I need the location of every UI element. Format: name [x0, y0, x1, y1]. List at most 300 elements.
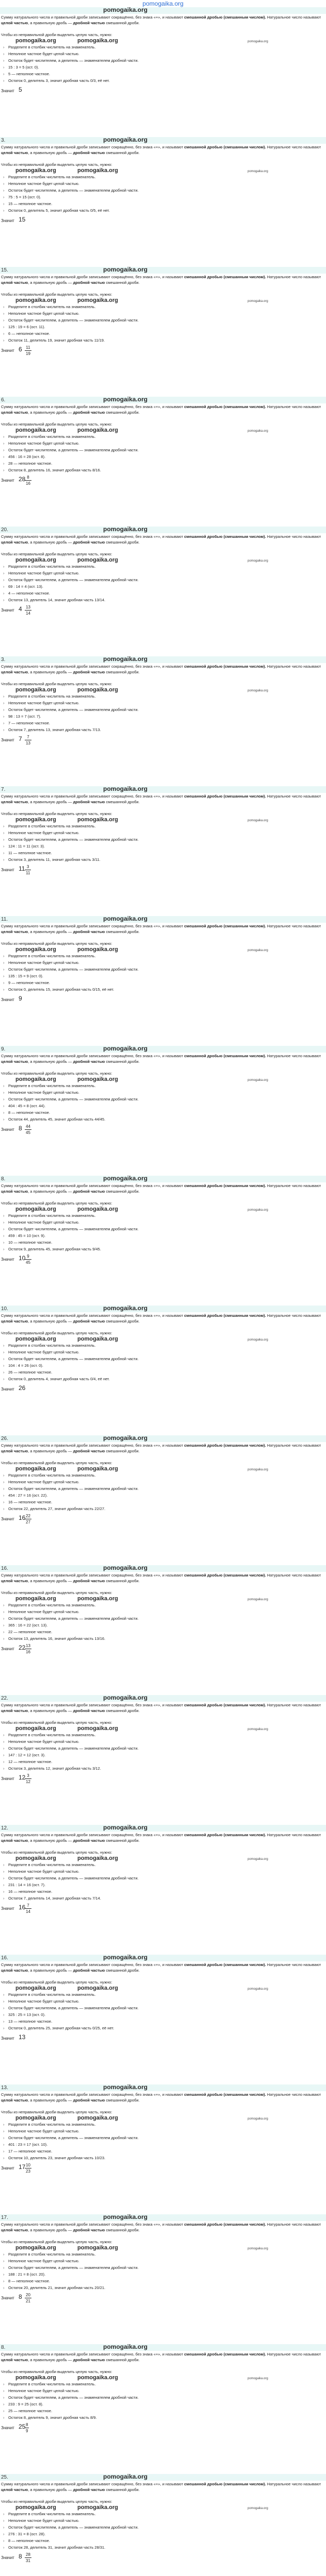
intro-paragraph [0, 793, 326, 811]
exercise-block [0, 1695, 326, 1825]
step-item: › 16 — неполное частное. [3, 1888, 326, 1895]
step-list [0, 2121, 326, 2161]
answer-whole: 28 [19, 476, 26, 483]
answer-row [0, 1252, 326, 1267]
watermark-row [0, 1466, 326, 1472]
watermark-text: pomogaika.org [103, 916, 148, 922]
step-item: › Остаток 0, делитель 4, значит дробная часть 0/4, её нет. [3, 1376, 326, 1382]
intro-text: Сумму натурального числа и правильной дроби записывают сокращённо, без знака «+», и называют [1, 1962, 185, 1967]
exercise-block [0, 2344, 326, 2474]
step-item: › 104 : 4 = 26 (ост. 0). [3, 1362, 326, 1369]
answer-fraction [25, 1513, 31, 1525]
intro-bold-term: целой частью [1, 1449, 28, 1453]
exercise-number: 22. [1, 1696, 8, 1701]
intro-paragraph [0, 1312, 326, 1330]
watermark-row [0, 297, 326, 303]
step-item: › 188 : 21 = 8 (ост. 20). [3, 2271, 326, 2278]
intro-bold-term: смешанной дробью (смешанным числом). [184, 1573, 266, 1578]
answer-label: Значит [1, 738, 14, 742]
intro-bold-term: смешанной дробью (смешанным числом). [184, 1054, 266, 1058]
watermark-text: pomogaika.org [77, 297, 118, 303]
intro-bold-term: целой частью [1, 929, 28, 934]
step-item: › Неполное частное будет целой частью. [3, 2387, 326, 2394]
intro-bold-term: целой частью [1, 410, 28, 415]
watermark-text: pomogaika.org [15, 427, 56, 433]
intro-text: Сумму натурального числа и правильной дроби записывают сокращённо, без знака «+», и называют [1, 1054, 185, 1058]
watermark-small: pomogaika.org [248, 40, 268, 43]
answer-fraction [25, 1773, 31, 1785]
step-item: › Разделите в столбик числитель на знаменатель. [3, 953, 326, 959]
step-item: › Остаток будет числителем, а делитель — знаменателем дробной части. [3, 1745, 326, 1752]
step-item: › Неполное частное будет целой частью. [3, 1479, 326, 1485]
step-item: › Остаток 7, делитель 13, значит дробная часть 7/13. [3, 726, 326, 733]
answer-label: Значит [1, 218, 14, 223]
watermark-row [0, 1725, 326, 1732]
exercise-number: 26. [1, 1436, 8, 1442]
intro-text: , а правильную дробь — [28, 1319, 73, 1324]
step-item: › Неполное частное будет целой частью. [3, 1219, 326, 1226]
answer-row [0, 214, 326, 228]
intro-text: Сумму натурального числа и правильной дроби записывают сокращённо, без знака «+», и называют [1, 2352, 185, 2357]
answer-row [0, 473, 326, 488]
step-item: › 5 — неполное частное. [3, 71, 326, 77]
watermark-band [0, 7, 326, 14]
intro-paragraph [0, 663, 326, 681]
intro-bold-term: смешанной дробью (смешанным числом). [184, 145, 266, 149]
answer-fraction [25, 2162, 31, 2174]
intro-text: , а правильную дробь — [28, 2358, 73, 2362]
answer-fraction [25, 1124, 31, 1136]
watermark-row [0, 687, 326, 693]
watermark-text: pomogaika.org [77, 1076, 118, 1082]
intro-text: Сумму натурального числа и правильной дроби записывают сокращённо, без знака «+», и называют [1, 664, 185, 669]
exercise-number: 6. [1, 397, 6, 403]
watermark-small: pomogaika.org [248, 2377, 268, 2380]
answer-label: Значит [1, 478, 14, 483]
step-list [0, 1082, 326, 1123]
watermark-text: pomogaika.org [103, 1825, 148, 1831]
answer-label: Значит [1, 89, 14, 93]
intro-text: , а правильную дробь — [28, 2228, 73, 2232]
method-question: Чтобы из неправильной дроби выделить целую часть, нужно: [1, 1980, 112, 1985]
watermark-row [0, 1336, 326, 1342]
answer-row [0, 1772, 326, 1786]
watermark-text: pomogaika.org [103, 137, 148, 143]
watermark-text: pomogaika.org [103, 786, 148, 792]
intro-bold-term: целой частью [1, 800, 28, 804]
intro-text: Натуральное число называют [267, 2482, 321, 2486]
fraction-denominator: 31 [26, 2558, 30, 2563]
answer-whole: 15 [19, 216, 26, 223]
watermark-text: pomogaika.org [15, 167, 56, 174]
step-item: › Остаток будет числителем, а делитель — знаменателем дробной части. [3, 57, 326, 64]
step-list [0, 823, 326, 863]
watermark-row [0, 1206, 326, 1212]
step-item: › 26 — неполное частное. [3, 1369, 326, 1376]
watermark-text: pomogaika.org [103, 1695, 148, 1701]
fraction-denominator: 27 [26, 1520, 30, 1524]
answer-label: Значит [1, 868, 14, 872]
intro-text: смешанной дроби. [105, 800, 140, 804]
method-question: Чтобы из неправильной дроби выделить целую часть, нужно: [1, 1331, 112, 1335]
intro-text: Натуральное число называют [267, 794, 321, 799]
step-item: › Остаток будет числителем, а делитель — знаменателем дробной части. [3, 187, 326, 194]
intro-paragraph [0, 1961, 326, 1979]
watermark-text: pomogaika.org [103, 2214, 148, 2221]
step-item: › 147 : 12 = 12 (ост. 3). [3, 1752, 326, 1758]
watermark-band [0, 656, 326, 663]
intro-text: Натуральное число называют [267, 145, 321, 149]
fraction-numerator: 7 [25, 1903, 31, 1909]
fraction-denominator: 45 [26, 1260, 30, 1265]
answer-label: Значит [1, 2296, 14, 2300]
step-item: › 10 — неполное частное. [3, 1239, 326, 1246]
exercise-block [0, 1565, 326, 1695]
intro-paragraph [0, 274, 326, 292]
exercise-block [0, 2474, 326, 2576]
watermark-small: pomogaika.org [248, 170, 268, 173]
watermark-band [0, 916, 326, 923]
watermark-small: pomogaika.org [248, 2247, 268, 2250]
answer-row [0, 2161, 326, 2176]
intro-bold-term: целой частью [1, 2358, 28, 2362]
answer-fraction [25, 2292, 31, 2304]
intro-bold-term: дробной частью [73, 280, 105, 285]
fraction-denominator: 21 [26, 2299, 30, 2303]
step-item: › 17 — неполное частное. [3, 2148, 326, 2155]
intro-text: Натуральное число называют [267, 664, 321, 669]
step-item: › 231 : 14 = 16 (ост. 7). [3, 1882, 326, 1888]
exercise-number: 25. [1, 2475, 8, 2480]
step-item: › Разделите в столбик числитель на знаменатель. [3, 2251, 326, 2258]
step-item: › Остаток 28, делитель 31, значит дробная часть 28/31. [3, 2544, 326, 2551]
intro-bold-term: целой частью [1, 1968, 28, 1973]
answer-row [0, 733, 326, 748]
watermark-text: pomogaika.org [15, 2245, 56, 2251]
intro-text: Сумму натурального числа и правильной дроби записывают сокращённо, без знака «+», и называют [1, 924, 185, 928]
watermark-band [0, 1176, 326, 1182]
intro-bold-term: смешанной дробью (смешанным числом). [184, 2482, 266, 2486]
intro-paragraph [0, 1182, 326, 1200]
watermark-small: pomogaika.org [248, 1988, 268, 1991]
step-item: › Остаток будет числителем, а делитель — знаменателем дробной части. [3, 2394, 326, 2401]
answer-row [0, 2291, 326, 2306]
watermark-text: pomogaika.org [15, 297, 56, 303]
intro-paragraph [0, 1442, 326, 1460]
intro-paragraph [0, 403, 326, 421]
step-item: › Остаток будет числителем, а делитель — знаменателем дробной части. [3, 1355, 326, 1362]
watermark-row [0, 557, 326, 563]
fraction-numerator: 22 [26, 1514, 30, 1518]
step-item: › Остаток 0, делитель 3, значит дробная часть 0/3, её нет. [3, 77, 326, 84]
intro-text: смешанной дроби. [105, 1059, 140, 1064]
fraction-numerator: 7 [25, 734, 31, 740]
watermark-text: pomogaika.org [15, 687, 56, 693]
fraction-denominator: 14 [26, 611, 30, 616]
watermark-small: pomogaika.org [248, 949, 268, 952]
watermark-row [0, 1596, 326, 1602]
intro-bold-term: целой частью [1, 2228, 28, 2232]
intro-text: , а правильную дробь — [28, 1579, 73, 1583]
step-item: › Остаток 20, делитель 21, значит дробная часть 20/21. [3, 2284, 326, 2291]
exercise-number: 7. [1, 787, 6, 792]
step-item: › Остаток будет числителем, а делитель — знаменателем дробной части. [3, 2524, 326, 2531]
watermark-row [0, 2504, 326, 2511]
intro-text: смешанной дроби. [105, 929, 140, 934]
step-item: › Неполное частное будет целой частью. [3, 1608, 326, 1615]
answer-fraction [25, 1643, 31, 1655]
step-item: › 325 : 25 = 13 (ост. 0). [3, 2011, 326, 2018]
answer-fraction [25, 474, 31, 486]
watermark-small: pomogaika.org [248, 2117, 268, 2121]
step-item: › Остаток 0, делитель 15, значит дробная часть 0/15, её нет. [3, 986, 326, 993]
intro-text: Натуральное число называют [267, 924, 321, 928]
answer-fraction [25, 734, 31, 746]
step-item: › 8 — неполное частное. [3, 2278, 326, 2284]
answer-whole: 4 [19, 605, 22, 613]
intro-bold-term: дробной частью [73, 2358, 105, 2362]
watermark-small: pomogaika.org [248, 430, 268, 433]
watermark-row [0, 167, 326, 174]
intro-text: , а правильную дробь — [28, 800, 73, 804]
watermark-text: pomogaika.org [77, 167, 118, 174]
watermark-text: pomogaika.org [103, 1955, 148, 1961]
step-item: › 15 : 3 = 5 (ост. 0). [3, 64, 326, 71]
intro-paragraph [0, 2351, 326, 2369]
intro-bold-term: целой частью [1, 1708, 28, 1713]
watermark-band [0, 1955, 326, 1961]
intro-text: Натуральное число называют [267, 15, 321, 20]
site-link[interactable]: pomogaika.org [142, 0, 184, 7]
watermark-small: pomogaika.org [248, 1338, 268, 1342]
step-item: › Разделите в столбик числитель на знаменатель. [3, 303, 326, 310]
intro-text: Натуральное число называют [267, 1833, 321, 1837]
fraction-denominator: 19 [26, 351, 30, 356]
watermark-text: pomogaika.org [77, 38, 118, 44]
intro-bold-term: дробной частью [73, 1449, 105, 1453]
intro-bold-term: дробной частью [73, 1319, 105, 1324]
answer-row [0, 84, 326, 98]
answer-row [0, 2551, 326, 2565]
answer-whole: 9 [19, 995, 22, 1002]
intro-text: Натуральное число называют [267, 1703, 321, 1707]
watermark-band [0, 2474, 326, 2481]
step-list [0, 1342, 326, 1382]
intro-text: смешанной дроби. [105, 1189, 140, 1194]
intro-bold-term: целой частью [1, 150, 28, 155]
step-item: › Разделите в столбик числитель на знаменатель. [3, 1991, 326, 1998]
step-item: › Остаток будет числителем, а делитель — знаменателем дробной части. [3, 706, 326, 713]
fraction-denominator: 11 [26, 871, 30, 875]
intro-bold-term: смешанной дробью (смешанным числом). [184, 1183, 266, 1188]
site-header [0, 0, 326, 7]
intro-text: смешанной дроби. [105, 1838, 140, 1843]
exercise-number: 15. [1, 267, 8, 273]
intro-text: , а правильную дробь — [28, 2098, 73, 2103]
intro-bold-term: целой частью [1, 1189, 28, 1194]
step-item: › Разделите в столбик числитель на знаменатель. [3, 1472, 326, 1479]
intro-bold-term: смешанной дробью (смешанным числом). [184, 664, 266, 669]
intro-bold-term: смешанной дробью (смешанным числом). [184, 534, 266, 539]
watermark-text: pomogaika.org [77, 1336, 118, 1342]
exercise-number: 10. [1, 1306, 8, 1312]
step-item: › Остаток будет числителем, а делитель — знаменателем дробной части. [3, 317, 326, 324]
watermark-text: pomogaika.org [77, 557, 118, 563]
step-item: › Остаток будет числителем, а делитель — знаменателем дробной части. [3, 577, 326, 583]
watermark-text: pomogaika.org [15, 1985, 56, 1991]
step-list [0, 44, 326, 84]
watermark-small: pomogaika.org [248, 560, 268, 563]
method-question: Чтобы из неправильной дроби выделить целую часть, нужно: [1, 2110, 112, 2114]
exercise-number: 8. [1, 1176, 6, 1182]
intro-bold-term: смешанной дробью (смешанным числом). [184, 1313, 266, 1318]
step-item: › Разделите в столбик числитель на знаменатель. [3, 1212, 326, 1219]
intro-text: Сумму натурального числа и правильной дроби записывают сокращённо, без знака «+», и называют [1, 1443, 185, 1448]
intro-paragraph [0, 533, 326, 551]
intro-text: Натуральное число называют [267, 534, 321, 539]
method-question: Чтобы из неправильной дроби выделить целую часть, нужно: [1, 1720, 112, 1725]
step-item: › Остаток будет числителем, а делитель — знаменателем дробной части. [3, 2264, 326, 2271]
intro-text: , а правильную дробь — [28, 540, 73, 545]
watermark-text: pomogaika.org [103, 1046, 148, 1052]
fraction-denominator: 45 [26, 1130, 30, 1135]
exercise-block [0, 1046, 326, 1176]
watermark-text: pomogaika.org [77, 2245, 118, 2251]
watermark-row [0, 1076, 326, 1082]
watermark-band [0, 527, 326, 533]
watermark-text: pomogaika.org [15, 1466, 56, 1472]
watermark-row [0, 427, 326, 433]
step-item: › Остаток будет числителем, а делитель — знаменателем дробной части. [3, 447, 326, 453]
intro-text: , а правильную дробь — [28, 280, 73, 285]
step-list [0, 953, 326, 993]
watermark-text: pomogaika.org [15, 817, 56, 823]
answer-label: Значит [1, 2036, 14, 2041]
exercise-block [0, 1176, 326, 1306]
step-item: › Разделите в столбик числитель на знаменатель. [3, 2381, 326, 2387]
answer-label: Значит [1, 1906, 14, 1911]
step-list [0, 1991, 326, 2031]
answer-row [0, 1902, 326, 1916]
watermark-text: pomogaika.org [77, 1985, 118, 1991]
method-question: Чтобы из неправильной дроби выделить целую часть, нужно: [1, 552, 112, 556]
intro-paragraph [0, 1832, 326, 1850]
watermark-text: pomogaika.org [15, 38, 56, 44]
intro-bold-term: целой частью [1, 1059, 28, 1064]
watermark-band [0, 1435, 326, 1442]
watermark-text: pomogaika.org [77, 2504, 118, 2511]
intro-text: Натуральное число называют [267, 1443, 321, 1448]
intro-text: , а правильную дробь — [28, 1059, 73, 1064]
answer-label: Значит [1, 1647, 14, 1651]
step-item: › Неполное частное будет целой частью. [3, 2258, 326, 2264]
step-list [0, 433, 326, 473]
step-item: › 456 : 16 = 28 (ост. 8). [3, 453, 326, 460]
answer-fraction [25, 604, 31, 616]
step-item: › Разделите в столбик числитель на знаменатель. [3, 433, 326, 440]
step-list [0, 1861, 326, 1902]
answer-whole: 8 [19, 1125, 22, 1132]
watermark-band [0, 786, 326, 793]
step-item: › Остаток 0, делитель 5, значит дробная часть 0/5, её нет. [3, 207, 326, 214]
watermark-text: pomogaika.org [103, 1176, 148, 1182]
intro-bold-term: дробной частью [73, 1579, 105, 1583]
method-question: Чтобы из неправильной дроби выделить целую часть, нужно: [1, 2499, 112, 2504]
fraction-denominator: 13 [26, 741, 30, 745]
watermark-text: pomogaika.org [15, 1855, 56, 1861]
step-item: › 15 — неполное частное. [3, 200, 326, 207]
answer-row [0, 2031, 326, 2046]
watermark-row [0, 946, 326, 953]
watermark-text: pomogaika.org [103, 2344, 148, 2350]
method-question: Чтобы из неправильной дроби выделить целую часть, нужно: [1, 292, 112, 297]
step-item: › Неполное частное будет целой частью. [3, 829, 326, 836]
answer-label: Значит [1, 2555, 14, 2560]
intro-text: смешанной дроби. [105, 150, 140, 155]
answer-whole: 16 [19, 1904, 26, 1911]
exercise-number: 20. [1, 527, 8, 533]
watermark-row [0, 817, 326, 823]
intro-text: Сумму натурального числа и правильной дроби записывают сокращённо, без знака «+», и называют [1, 2092, 185, 2097]
step-item: › Разделите в столбик числитель на знаменатель. [3, 1732, 326, 1738]
step-item: › Неполное частное будет целой частью. [3, 700, 326, 706]
step-item: › Остаток 9, делитель 45, значит дробная часть 9/45. [3, 1246, 326, 1252]
step-item: › 13 — неполное частное. [3, 2018, 326, 2025]
watermark-small: pomogaika.org [248, 1858, 268, 1861]
step-item: › Разделите в столбик числитель на знаменатель. [3, 1082, 326, 1089]
step-item: › Разделите в столбик числитель на знаменатель. [3, 563, 326, 570]
intro-bold-term: смешанной дробью (смешанным числом). [184, 2092, 266, 2097]
watermark-band [0, 1825, 326, 1832]
exercise-block [0, 1825, 326, 1955]
fraction-numerator: 3 [25, 864, 31, 870]
step-item: › Неполное частное будет целой частью. [3, 310, 326, 317]
exercise-block [0, 2214, 326, 2344]
watermark-text: pomogaika.org [15, 946, 56, 953]
step-item: › 28 — неполное частное. [3, 460, 326, 467]
intro-bold-term: целой частью [1, 1579, 28, 1583]
fraction-numerator: 8 [26, 2422, 28, 2427]
answer-label: Значит [1, 997, 14, 1002]
exercise-block [0, 786, 326, 916]
intro-text: , а правильную дробь — [28, 1189, 73, 1194]
intro-text: Сумму натурального числа и правильной дроби записывают сокращённо, без знака «+», и называют [1, 534, 185, 539]
intro-paragraph [0, 2481, 326, 2499]
watermark-text: pomogaika.org [77, 1596, 118, 1602]
intro-bold-term: дробной частью [73, 540, 105, 545]
watermark-text: pomogaika.org [15, 1596, 56, 1602]
exercise-number: 3. [1, 657, 6, 663]
intro-paragraph [0, 14, 326, 32]
exercise-block [0, 527, 326, 656]
intro-text: смешанной дроби. [105, 280, 140, 285]
method-question: Чтобы из неправильной дроби выделить целую часть, нужно: [1, 2240, 112, 2244]
intro-text: , а правильную дробь — [28, 150, 73, 155]
exercise-number: 11. [1, 917, 8, 922]
watermark-band [0, 267, 326, 274]
step-item: › Неполное частное будет целой частью. [3, 959, 326, 966]
intro-text: смешанной дроби. [105, 670, 140, 674]
step-item: › 124 : 11 = 11 (ост. 3). [3, 843, 326, 850]
step-item: › 276 : 31 = 8 (ост. 28). [3, 2531, 326, 2537]
answer-label: Значит [1, 348, 14, 353]
intro-bold-term: смешанной дробью (смешанным числом). [184, 1833, 266, 1837]
step-item: › Разделите в столбик числитель на знаменатель. [3, 2121, 326, 2128]
answer-fraction [25, 1253, 31, 1265]
exercise-block [0, 397, 326, 527]
watermark-row [0, 2115, 326, 2121]
step-item: › 75 : 5 = 15 (ост. 0). [3, 194, 326, 200]
